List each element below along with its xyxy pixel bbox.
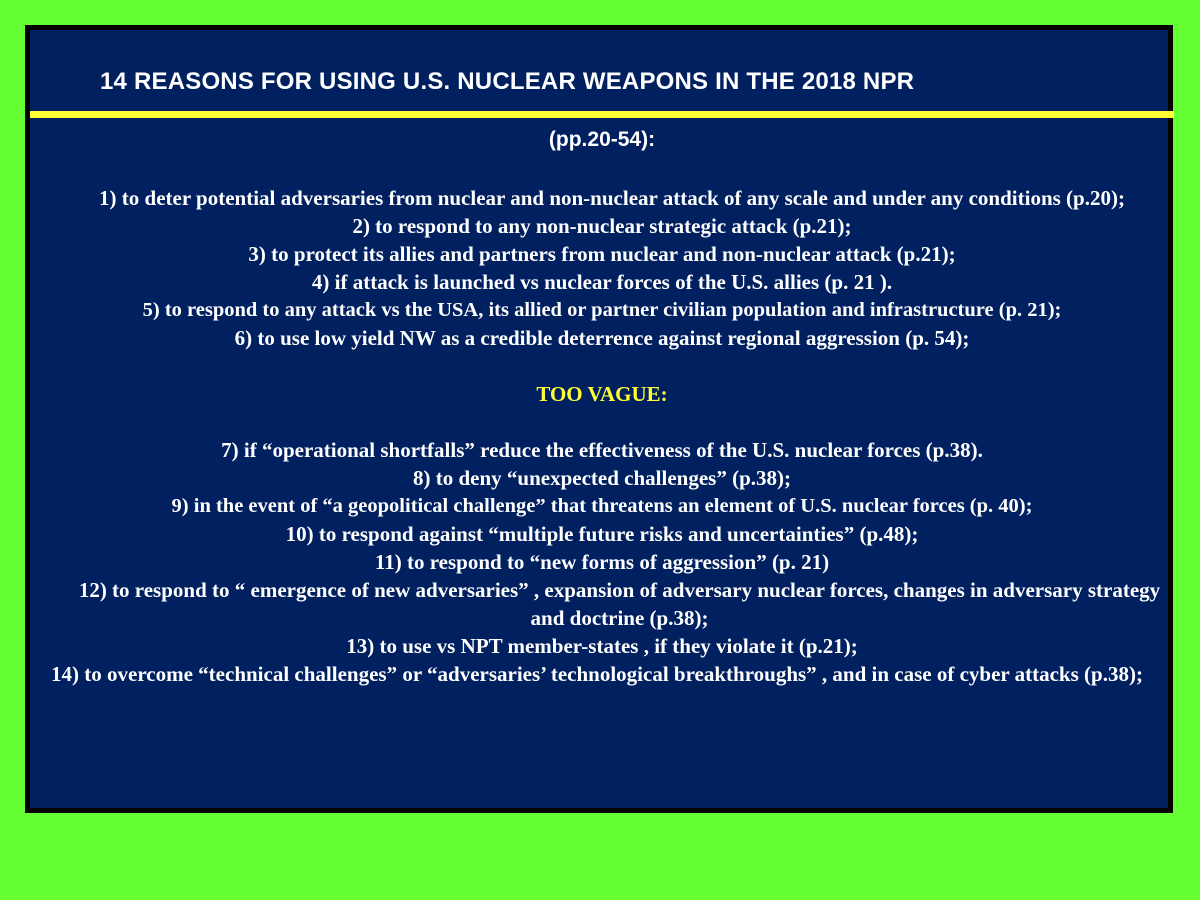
title-underline: [30, 111, 1174, 118]
slide-title: 14 REASONS FOR USING U.S. NUCLEAR WEAPONS IN THE 2018 NPR: [100, 68, 915, 95]
too-vague-heading: TOO VAGUE:: [536, 382, 668, 406]
reason-item-8: 8) to deny “unexpected challenges” (p.38);: [413, 466, 791, 490]
reason-item-11: 11) to respond to “new forms of aggression” (p. 21): [374, 550, 830, 574]
reason-item-14: 14) to overcome “technical challenges” or “adversaries’ technological breakthroughs” , and in case of cyber attacks (p.38);: [51, 662, 1143, 686]
reason-item-6: 6) to use low yield NW as a credible deterrence against regional aggression (p. 54);: [234, 326, 970, 350]
reason-item-5: 5) to respond to any attack vs the USA, its allied or partner civilian population and infrastructure (p. 21);: [142, 299, 1062, 321]
reasons-list: [30, 184, 1174, 688]
reason-item-2: 2) to respond to any non-nuclear strategic attack (p.21);: [352, 214, 852, 238]
reason-item-4: 4) if attack is launched vs nuclear forces of the U.S. allies (p. 21 ).: [311, 270, 893, 294]
reason-item-10: 10) to respond against “multiple future risks and uncertainties” (p.48);: [285, 522, 919, 546]
reason-item-13: 13) to use vs NPT member-states , if they violate it (p.21);: [346, 634, 858, 658]
page-range-subtitle: (pp.20-54):: [548, 128, 656, 151]
reason-item-1: 1) to deter potential adversaries from nuclear and non-nuclear attack of any scale and under any conditions (p.20);: [99, 186, 1125, 210]
spacer: [30, 352, 1174, 380]
reason-item-7: 7) if “operational shortfalls” reduce the effectiveness of the U.S. nuclear forces (p.38).: [221, 438, 983, 462]
spacer: [30, 408, 1174, 436]
slide-panel: [25, 25, 1173, 813]
reason-item-9: 9) in the event of “a geopolitical challenge” that threatens an element of U.S. nuclear forces (p. 40);: [171, 495, 1033, 517]
reason-item-3: 3) to protect its allies and partners from nuclear and non-nuclear attack (p.21);: [248, 242, 956, 266]
reason-item-12: 12) to respond to “ emergence of new adversaries” , expansion of adversary nuclear forces, changes in adversary strategy and doctrine (p.38);: [78, 578, 1161, 630]
